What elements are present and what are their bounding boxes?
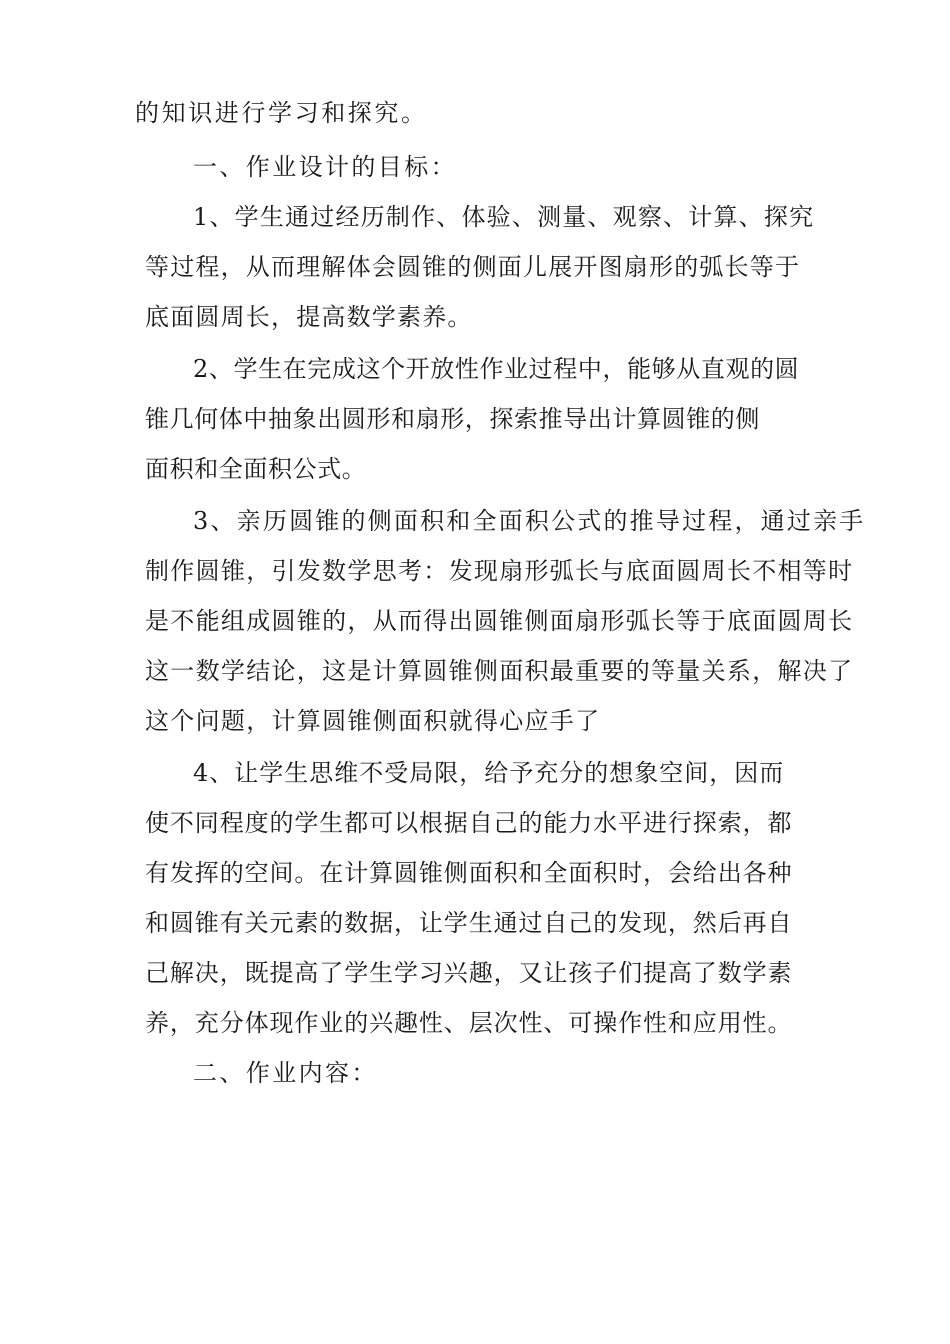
text-line: 制作圆锥，引发数学思考：发现扇形弧长与底面圆周长不相等时	[145, 557, 854, 585]
text-line: 己解决，既提高了学生学习兴趣，又让孩子们提高了数学素	[145, 959, 793, 987]
text-line: 4、让学生思维不受局限，给予充分的想象空间，因而	[193, 759, 785, 787]
text-line: 面积和全面积公式。	[145, 455, 367, 483]
text-line: 底面圆周长，提高数学素养。	[145, 303, 473, 331]
text-line: 等过程，从而理解体会圆锥的侧面儿展开图扇形的弧长等于	[145, 253, 801, 281]
text-line: 这一数学结论，这是计算圆锥侧面积最重要的等量关系，解决了	[145, 657, 854, 685]
text-line: 1、学生通过经历制作、体验、测量、观察、计算、探究	[193, 203, 815, 231]
text-line: 2、学生在完成这个开放性作业过程中，能够从直观的圆	[193, 355, 800, 383]
text-line: 是不能组成圆锥的，从而得出圆锥侧面扇形弧长等于底面圆周长	[145, 607, 854, 635]
text-line: 的知识进行学习和探究。	[135, 99, 428, 127]
text-line: 锥几何体中抽象出圆形和扇形，探索推导出计算圆锥的侧	[145, 405, 760, 433]
text-line: 有发挥的空间。在计算圆锥侧面积和全面积时，会给出各种	[145, 859, 793, 887]
text-line: 这个问题，计算圆锥侧面积就得心应手了	[145, 707, 601, 735]
section-heading-content: 二、作业内容：	[193, 1059, 378, 1087]
text-line: 养，充分体现作业的兴趣性、层次性、可操作性和应用性。	[145, 1009, 793, 1037]
section-heading-goals: 一、作业设计的目标：	[193, 153, 457, 181]
text-line: 和圆锥有关元素的数据，让学生通过自己的发现，然后再自	[145, 909, 793, 937]
text-line: 3、亲历圆锥的侧面积和全面积公式的推导过程，通过亲手	[193, 507, 866, 535]
text-line: 使不同程度的学生都可以根据自己的能力水平进行探索，都	[145, 809, 793, 837]
